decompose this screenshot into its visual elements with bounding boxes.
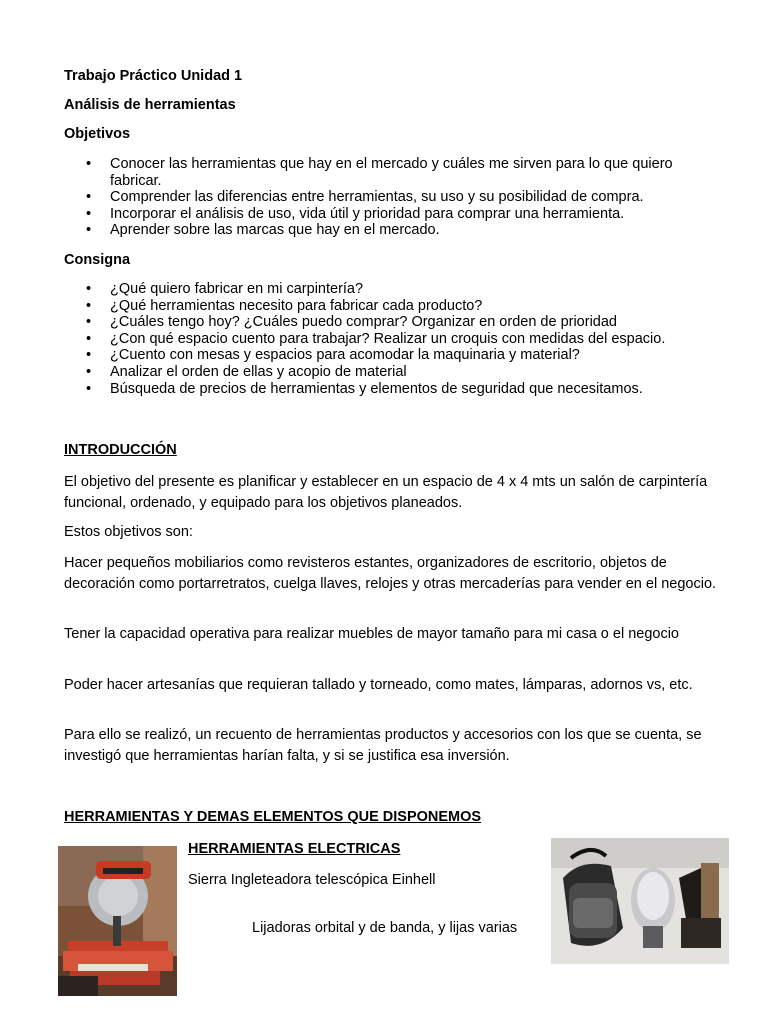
intro-paragraph: Tener la capacidad operativa para realizar muebles de mayor tamaño para mi casa o el negocio [64,626,679,642]
consigna-heading: Consigna [64,252,131,268]
objetivos-heading: Objetivos [64,126,131,142]
sanders-image [551,838,729,964]
list-item: • ¿Qué herramientas necesito para fabricar cada producto? [64,298,724,315]
list-item: • ¿Con qué espacio cuento para trabajar? Realizar un croquis con medidas del espacio. [64,331,724,348]
list-item: • Comprender las diferencias entre herramientas, su uso y su posibilidad de compra. [64,189,724,206]
sanders-photo [551,838,729,964]
consigna-list [64,281,724,397]
list-item: • ¿Cuento con mesas y espacios para acomodar la maquinaria y material? [64,347,724,364]
list-item: • Incorporar el análisis de uso, vida útil y prioridad para comprar una herramienta. [64,206,724,223]
intro-paragraph: Hacer pequeños mobiliarios como revisteros estantes, organizadores de escritorio, objetos de decoración como portarretratos, cuelga llaves, relojes y otras mercaderías para vender en el negocio. [64,555,717,592]
tool-item-sanders: Lijadoras orbital y de banda, y lijas varias [252,920,518,936]
intro-paragraph: Para ello se realizó, un recuento de herramientas productos y accesorios con los que se cuenta, se investigó que herramientas harían falta, y si se justifica esa inversión. [64,727,702,764]
tools-heading: HERRAMIENTAS Y DEMAS ELEMENTOS QUE DISPONEMOS [64,809,482,825]
miter-saw-photo [58,846,177,996]
objetivos-list [64,156,724,239]
miter-saw-image [58,846,177,996]
document-subtitle: Análisis de herramientas [64,97,236,113]
intro-paragraph: Poder hacer artesanías que requieran tallado y torneado, como mates, lámparas, adornos vs, etc. [64,677,693,693]
list-item: • ¿Cuáles tengo hoy? ¿Cuáles puedo comprar? Organizar en orden de prioridad [64,314,724,331]
intro-paragraph: El objetivo del presente es planificar y establecer en un espacio de 4 x 4 mts un salón de carpintería funcional, ordenado, y equipado para los objetivos planeados. [64,474,708,511]
intro-heading: INTRODUCCIÓN [64,442,177,458]
document-title: Trabajo Práctico Unidad 1 [64,68,243,84]
list-item: • Búsqueda de precios de herramientas y elementos de seguridad que necesitamos. [64,381,724,398]
electric-tools-heading: HERRAMIENTAS ELECTRICAS [188,841,401,857]
tool-item-miter-saw: Sierra Ingleteadora telescópica Einhell [188,872,436,888]
list-item: • Aprender sobre las marcas que hay en el mercado. [64,222,724,239]
intro-paragraph: Estos objetivos son: [64,524,193,540]
list-item: • ¿Qué quiero fabricar en mi carpintería? [64,281,724,298]
list-item: • Conocer las herramientas que hay en el mercado y cuáles me sirven para lo que quiero fabricar. [64,156,724,189]
list-item: • Analizar el orden de ellas y acopio de material [64,364,724,381]
